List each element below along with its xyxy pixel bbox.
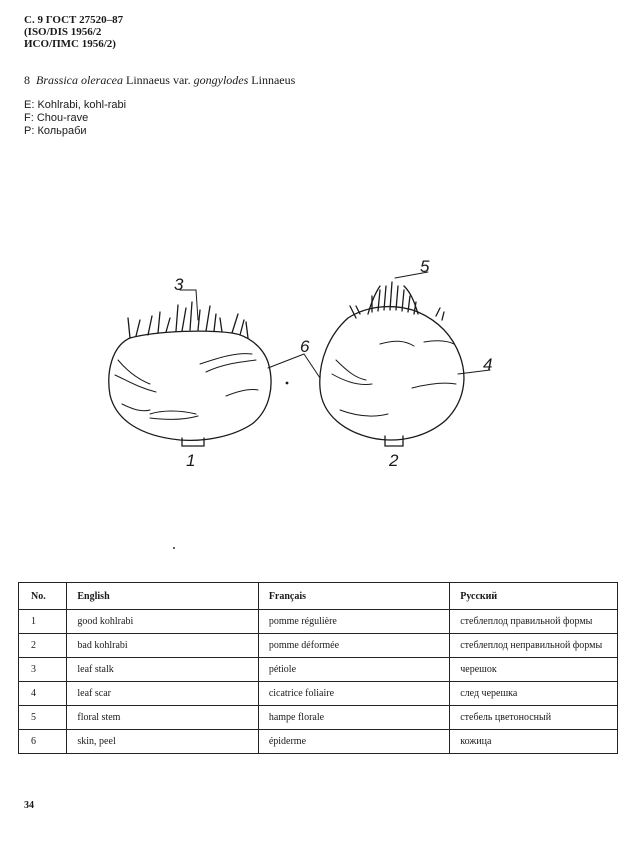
good-kohlrabi-root (182, 438, 204, 446)
standard-code: С. 9 ГОСТ 27520–87 (24, 14, 124, 26)
common-name-russian: P: Кольраби (24, 125, 87, 137)
cell-english: leaf stalk (67, 658, 258, 682)
cell-no: 6 (19, 730, 67, 754)
cell-no: 5 (19, 706, 67, 730)
cell-russian: стеблеплод правильной формы (450, 610, 618, 634)
page-number: 34 (24, 800, 34, 811)
table-row (19, 730, 618, 754)
figure-speck (286, 382, 289, 385)
good-kohlrabi-leaf-scars (115, 354, 258, 420)
cell-russian: стеблеплод неправильной формы (450, 634, 618, 658)
cell-french: hampe florale (258, 706, 449, 730)
header-no: No. (19, 583, 67, 610)
table-row (19, 610, 618, 634)
bad-kohlrabi-root (385, 436, 403, 446)
leader-line-6b (304, 354, 320, 378)
kohlrabi-illustration (0, 240, 626, 480)
bad-kohlrabi-leaf-scars (332, 341, 456, 416)
good-kohlrabi-bulb (109, 331, 271, 440)
species-variety: gongylodes (193, 73, 249, 87)
figure-label-1: 1 (186, 451, 196, 470)
figure-label-6: 6 (300, 337, 310, 356)
cell-french: pomme déformée (258, 634, 449, 658)
species-binomial: Brassica oleracea (36, 73, 123, 87)
leader-line-3 (180, 290, 198, 320)
bad-kohlrabi-bulb (320, 307, 464, 440)
terminology-table (18, 582, 618, 754)
bad-kohlrabi-floral-stem (350, 282, 444, 320)
document-header (24, 14, 123, 50)
cell-english: good kohlrabi (67, 610, 258, 634)
cell-french: pétiole (258, 658, 449, 682)
table-row (19, 706, 618, 730)
figure-label-2: 2 (389, 451, 399, 470)
cell-russian: кожица (450, 730, 618, 754)
leader-line-6a (268, 354, 304, 368)
header-russian: Русский (450, 583, 618, 610)
header-french: Français (258, 583, 449, 610)
cell-no: 3 (19, 658, 67, 682)
table-header-row (19, 583, 618, 610)
figure-label-5: 5 (420, 257, 430, 276)
cell-russian: след черешка (450, 682, 618, 706)
cell-russian: черешок (450, 658, 618, 682)
cell-russian: стебель цветоносный (450, 706, 618, 730)
cell-no: 1 (19, 610, 67, 634)
iso-reference: (ISO/DIS 1956/2 (24, 26, 102, 38)
figure-label-3: 3 (174, 275, 184, 294)
species-heading (24, 73, 295, 88)
common-name-english: E: Kohlrabi, kohl-rabi (24, 99, 127, 111)
cell-french: épiderme (258, 730, 449, 754)
species-author: Linnaeus var. (125, 73, 191, 87)
scan-speck (173, 547, 175, 549)
cell-english: leaf scar (67, 682, 258, 706)
cell-english: skin, peel (67, 730, 258, 754)
header-english: English (67, 583, 258, 610)
common-names (24, 99, 126, 138)
cell-french: pomme régulière (258, 610, 449, 634)
common-name-french: F: Chou-rave (24, 112, 89, 124)
variety-author: Linnaeus (251, 73, 296, 87)
figure-label-4: 4 (483, 355, 493, 374)
cell-no: 4 (19, 682, 67, 706)
iso-reference-ru: ИСО/ПМС 1956/2) (24, 38, 116, 50)
table-row (19, 634, 618, 658)
cell-french: cicatrice foliaire (258, 682, 449, 706)
cell-english: bad kohlrabi (67, 634, 258, 658)
cell-no: 2 (19, 634, 67, 658)
table-row (19, 682, 618, 706)
species-number: 8 (24, 73, 30, 87)
cell-english: floral stem (67, 706, 258, 730)
table-row (19, 658, 618, 682)
